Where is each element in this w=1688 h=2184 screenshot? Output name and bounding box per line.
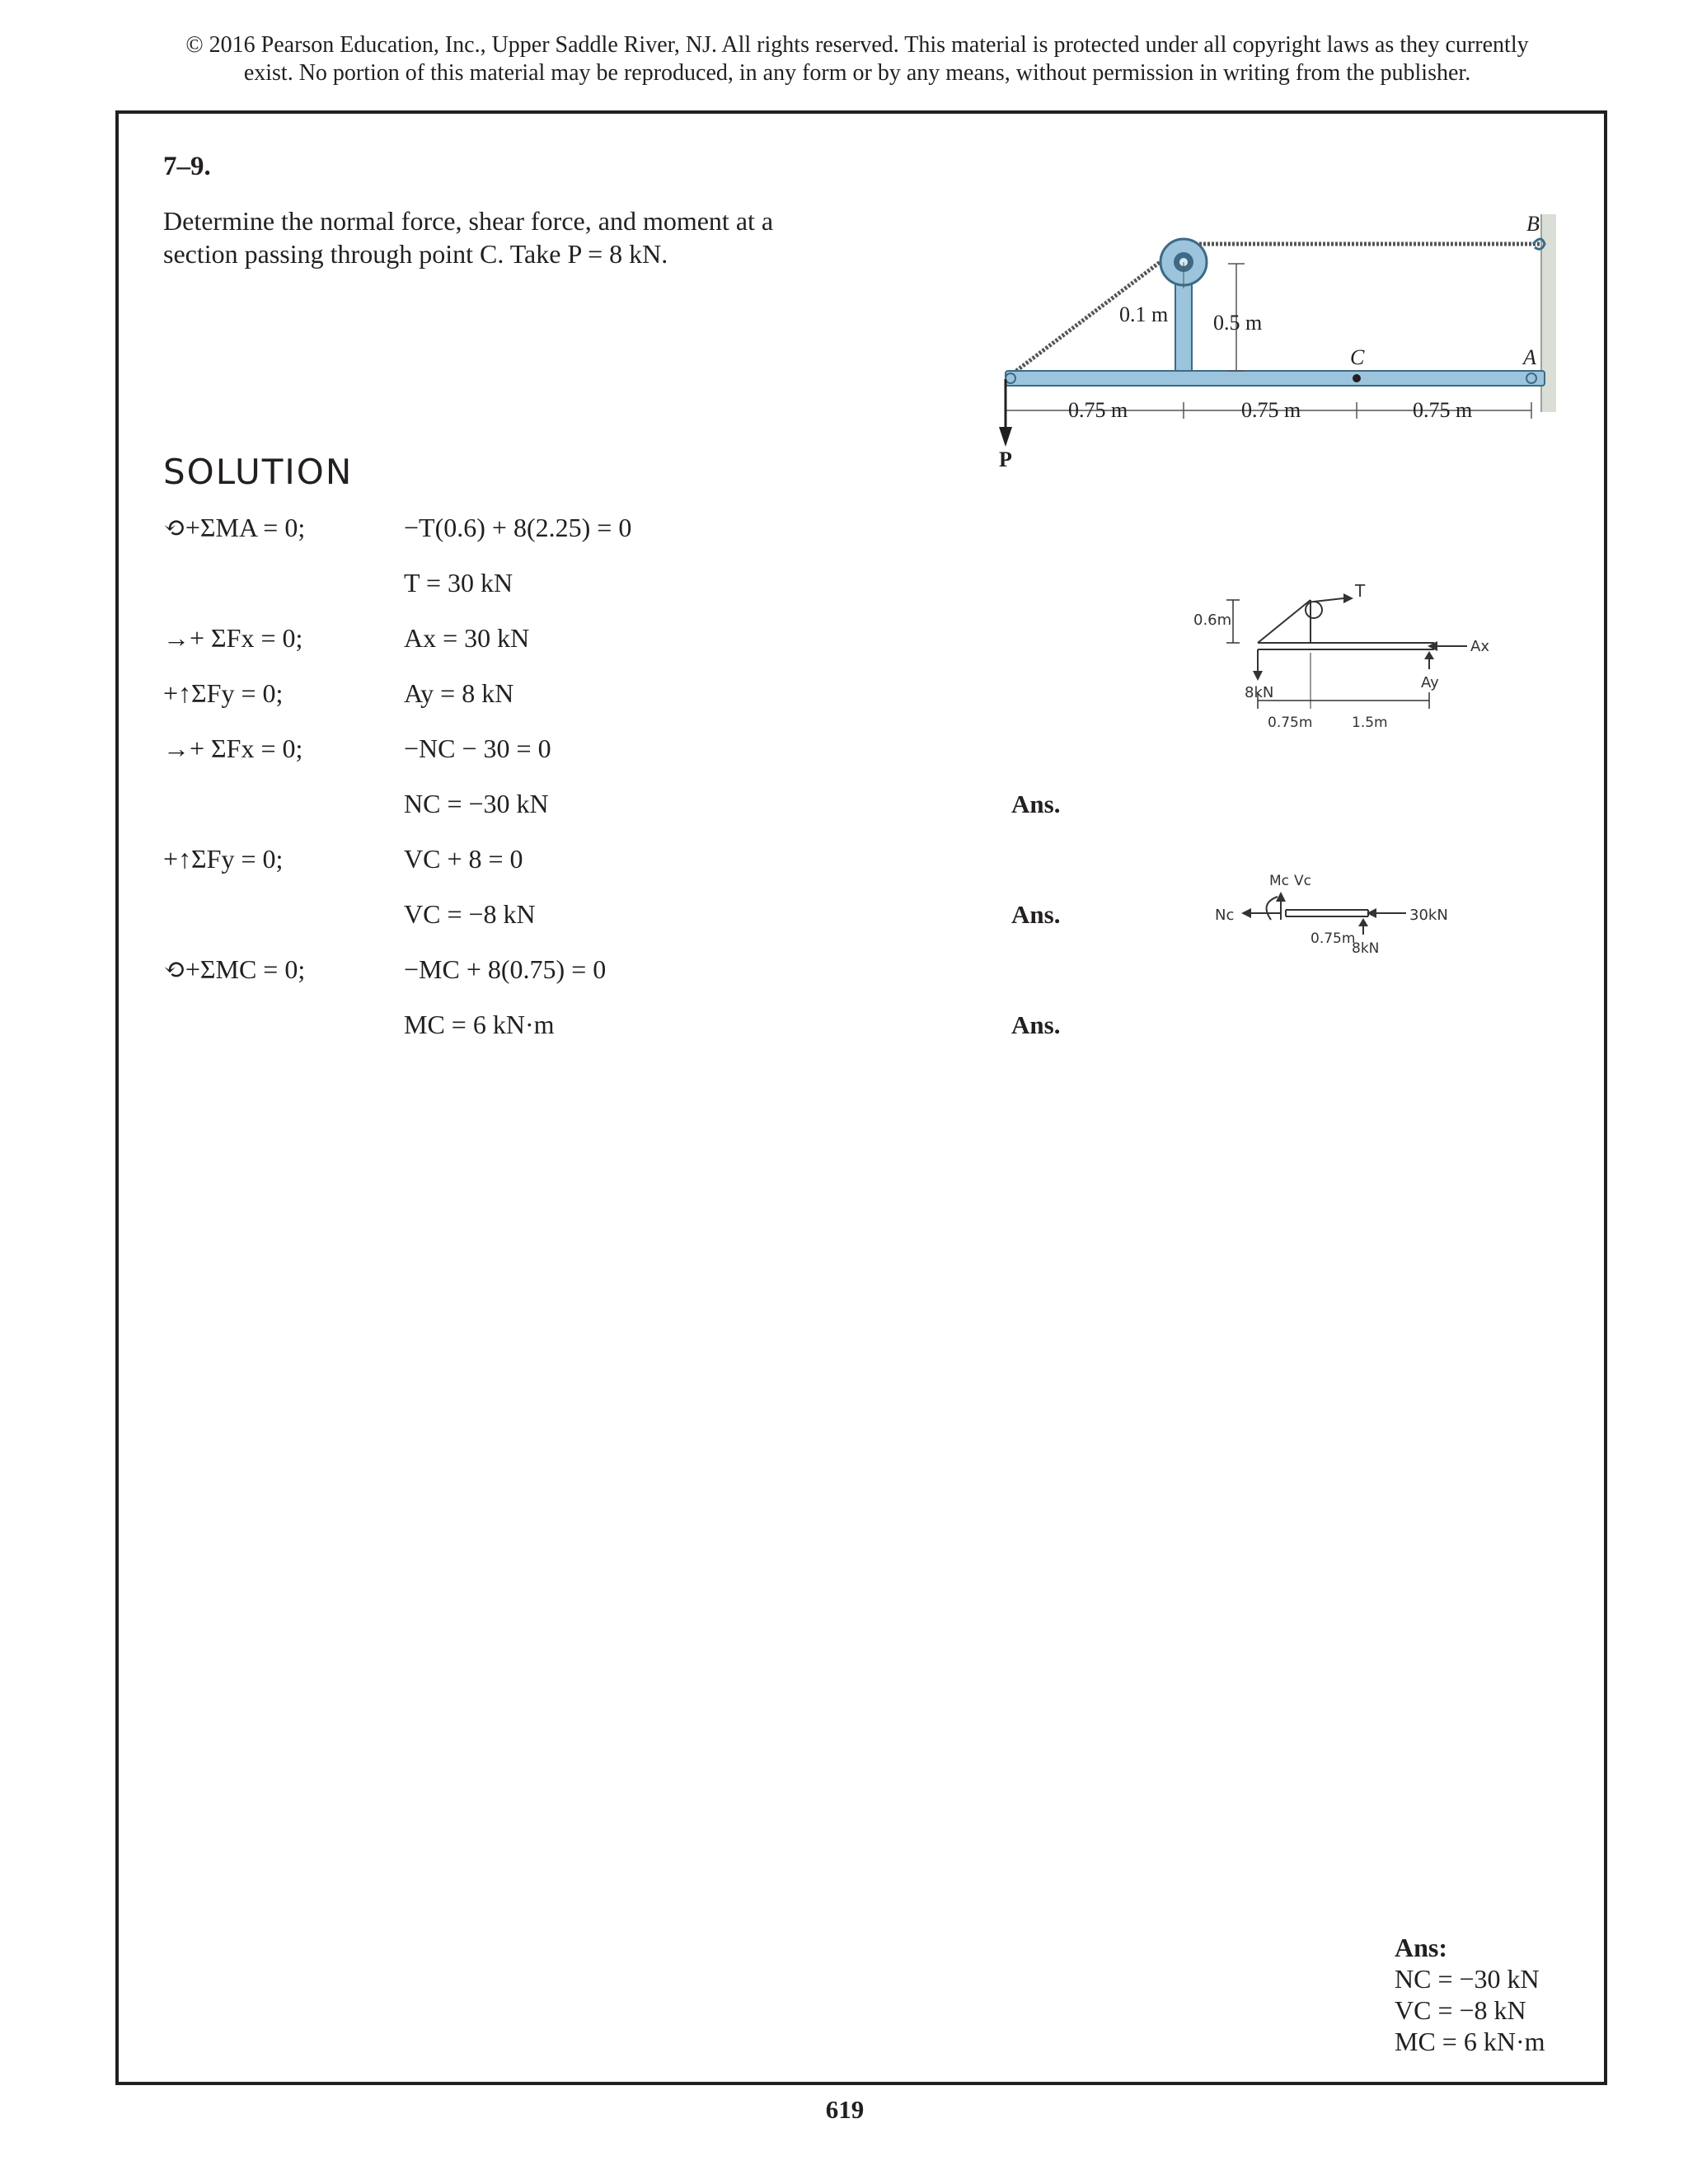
- step-condition: ⟲+ΣMA = 0;: [163, 513, 306, 542]
- fbd2-nc-label: Nc: [1215, 907, 1235, 924]
- label-c: C: [1350, 345, 1365, 369]
- step-equation: MC = 6 kN·m: [404, 1010, 555, 1039]
- fbd1-d2-label: 1.5m: [1352, 715, 1388, 731]
- label-p: P: [999, 448, 1012, 471]
- problem-figure: [989, 206, 1566, 486]
- free-body-diagram-2: [1212, 865, 1475, 972]
- fbd2-load-label: 8kN: [1352, 940, 1380, 957]
- summary-vc: VC = −8 kN: [1395, 1995, 1526, 2025]
- step-equation: VC + 8 = 0: [404, 844, 523, 874]
- fbd1-ax-label: Ax: [1470, 638, 1489, 655]
- step-equation: −T(0.6) + 8(2.25) = 0: [404, 513, 632, 542]
- fbd2-mc-label: Mc: [1269, 873, 1290, 889]
- mc-arrow: [1267, 897, 1278, 920]
- copyright-line-1: © 2016 Pearson Education, Inc., Upper Saddle River, NJ. All rights reserved. This material is protected under all copyright laws as they currently: [185, 32, 1529, 58]
- label-a: A: [1523, 345, 1536, 369]
- answer-label: Ans.: [1011, 790, 1061, 818]
- step-equation: Ax = 30 kN: [404, 623, 530, 653]
- beam: [1006, 371, 1545, 386]
- point-c-dot: [1353, 374, 1361, 382]
- summary-mc: MC = 6 kN·m: [1395, 2027, 1545, 2056]
- answer-label: Ans.: [1011, 900, 1061, 929]
- step-condition: →+ ΣFx = 0;: [163, 623, 303, 653]
- page-number: 619: [825, 2095, 865, 2124]
- problem-number: 7–9.: [163, 152, 211, 181]
- fbd2-d-label: 0.75m: [1311, 930, 1356, 947]
- step-condition: →+ ΣFx = 0;: [163, 733, 303, 763]
- statement-line-2: section passing through point C. Take P = 8 kN.: [163, 239, 668, 269]
- step-equation: −NC − 30 = 0: [404, 733, 551, 763]
- fbd1-load-label: 8kN: [1245, 684, 1274, 701]
- label-dim-2: 0.75 m: [1241, 398, 1301, 422]
- step-condition: ⟲+ΣMC = 0;: [163, 954, 306, 984]
- problem-statement: [163, 204, 872, 270]
- label-dim-3: 0.75 m: [1413, 398, 1473, 422]
- step-condition: +↑ΣFy = 0;: [163, 844, 284, 874]
- label-height: 0.5 m: [1213, 311, 1263, 335]
- fbd2-vc-label: Vc: [1294, 873, 1311, 889]
- summary-title: Ans:: [1395, 1933, 1448, 1962]
- tension-arrow: [1314, 598, 1343, 602]
- answer-summary: [1395, 1932, 1545, 2057]
- fbd1-d1-label: 0.75m: [1268, 715, 1313, 731]
- step-equation: −MC + 8(0.75) = 0: [404, 954, 607, 984]
- answer-label: Ans.: [1011, 1010, 1061, 1039]
- fbd1-height-label: 0.6m: [1193, 612, 1232, 629]
- fbd2-force-label: 30kN: [1409, 907, 1448, 924]
- step-equation: NC = −30 kN: [404, 789, 549, 818]
- solution-heading: SOLUTION: [163, 452, 354, 492]
- label-radius: 0.1 m: [1119, 302, 1169, 326]
- copyright-line-2: exist. No portion of this material may be reproduced, in any form or by any means, without permission in writing from the publisher.: [243, 60, 1471, 86]
- label-b: B: [1526, 212, 1540, 236]
- label-dim-1: 0.75 m: [1068, 398, 1128, 422]
- free-body-diagram-1: [1179, 577, 1508, 758]
- fbd1-tension-label: T: [1355, 581, 1366, 601]
- step-equation: T = 30 kN: [404, 568, 513, 598]
- step-equation: Ay = 8 kN: [404, 678, 514, 708]
- step-equation: VC = −8 kN: [404, 899, 536, 929]
- summary-nc: NC = −30 kN: [1395, 1964, 1540, 1994]
- step-condition: +↑ΣFy = 0;: [163, 678, 284, 708]
- copyright-notice: [115, 31, 1599, 87]
- fbd1-ay-label: Ay: [1421, 674, 1439, 691]
- statement-line-1: Determine the normal force, shear force, and moment at a: [163, 206, 774, 236]
